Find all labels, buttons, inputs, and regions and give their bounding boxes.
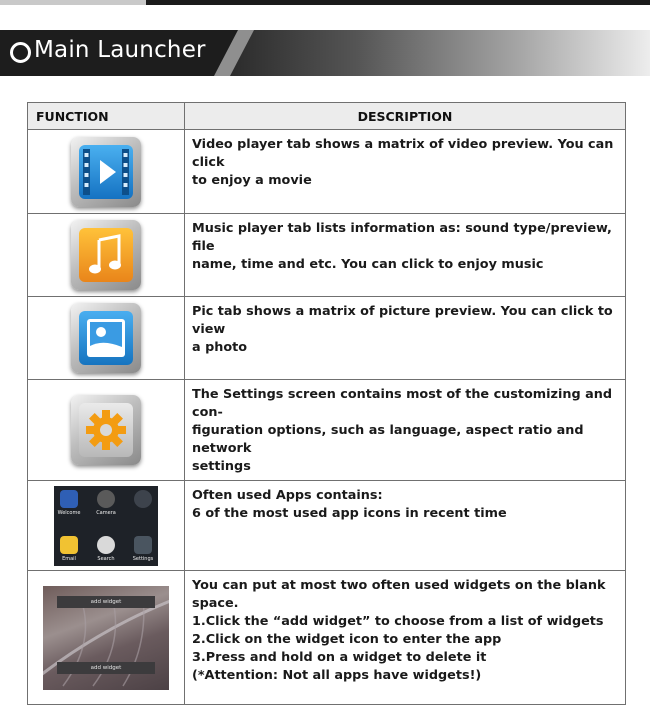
search-icon xyxy=(97,536,115,554)
camera-icon xyxy=(97,490,115,508)
apps-screenshot xyxy=(54,486,158,566)
email-icon xyxy=(60,536,78,554)
table-row xyxy=(28,214,626,297)
section-title: Main Launcher xyxy=(34,37,206,63)
add-widget-slot: add widget xyxy=(57,662,155,674)
settings-gear-icon xyxy=(71,395,141,465)
description-cell: Pic tab shows a matrix of picture preview. You can click to view a photo xyxy=(185,297,626,380)
top-rule-light xyxy=(0,0,146,5)
section-banner xyxy=(0,30,650,76)
table-row xyxy=(28,380,626,481)
video-player-icon xyxy=(71,137,141,207)
description-column-header: DESCRIPTION xyxy=(185,103,626,130)
app-clock xyxy=(126,490,160,510)
description-cell: Often used Apps contains: 6 of the most used app icons in recent time xyxy=(185,481,626,571)
top-rule-dark xyxy=(146,0,650,5)
app-email: Email xyxy=(52,536,86,562)
description-cell: The Settings screen contains most of the customizing and con- figuration options, such as language, aspect ratio and network settings xyxy=(185,380,626,481)
function-column-header: FUNCTION xyxy=(28,103,185,130)
description-cell: Music player tab lists information as: sound type/preview, file name, time and etc. You can click to enjoy music xyxy=(185,214,626,297)
welcome-icon xyxy=(60,490,78,508)
description-cell: You can put at most two often used widgets on the blank space. 1.Click the “add widget” to choose from a list of widgets 2.Click on the widget icon to enter the app 3.Press and hold on a widget to delete it (*Attention: Not all apps have widgets!) xyxy=(185,571,626,705)
app-welcome: Welcome xyxy=(52,490,86,516)
description-cell: Video player tab shows a matrix of video preview. You can click to enjoy a movie xyxy=(185,130,626,214)
circle-bullet-icon xyxy=(10,42,31,63)
clock-icon xyxy=(134,490,152,508)
table-row xyxy=(28,571,626,705)
table-row xyxy=(28,130,626,214)
app-search: Search xyxy=(89,536,123,562)
table-header-row xyxy=(28,103,626,130)
function-table xyxy=(27,102,626,705)
picture-icon xyxy=(71,303,141,373)
add-widget-slot: add widget xyxy=(57,596,155,608)
app-settings: Settings xyxy=(126,536,160,562)
app-camera: Camera xyxy=(89,490,123,516)
widget-screenshot xyxy=(43,586,169,690)
settings-icon xyxy=(134,536,152,554)
table-row xyxy=(28,481,626,571)
table-row xyxy=(28,297,626,380)
music-player-icon xyxy=(71,220,141,290)
